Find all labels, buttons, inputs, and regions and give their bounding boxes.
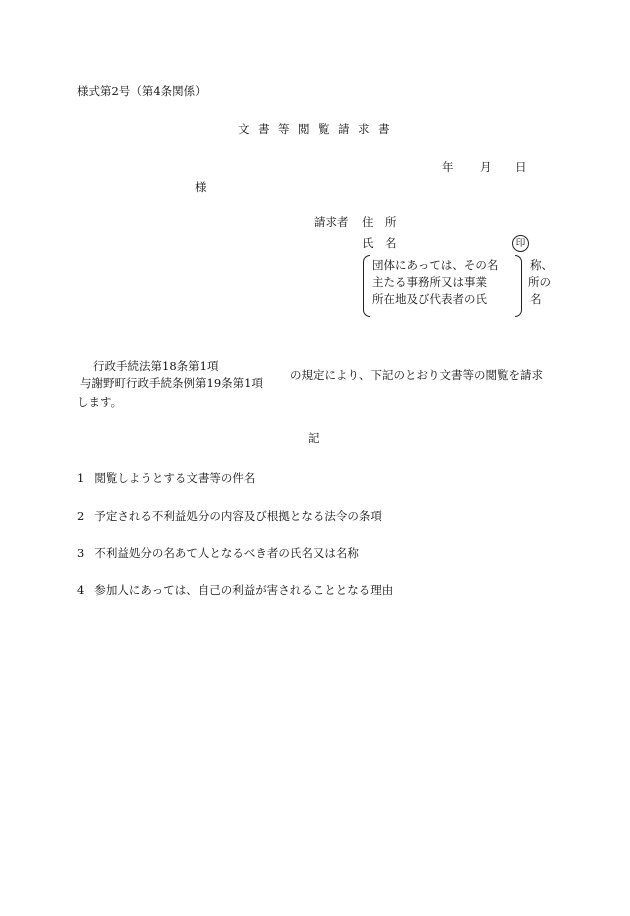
date-day-label: 日 — [515, 160, 527, 174]
list-item — [77, 473, 255, 485]
date-month-label: 月 — [480, 160, 492, 174]
org-note-right-3: 名 — [530, 292, 542, 306]
item-number: 3 — [77, 546, 85, 560]
list-item — [77, 511, 382, 523]
addressee-suffix: 様 — [195, 180, 207, 194]
form-number: 様式第2号（第4条関係） — [77, 84, 207, 98]
request-text-continued: します。 — [77, 395, 123, 409]
item-text: 参加人にあっては、自己の利益が害されることとなる理由 — [94, 583, 394, 597]
item-number: 1 — [77, 471, 85, 485]
org-note-right-1: 称、 — [530, 258, 553, 272]
org-note-line-3: 所在地及び代表者の氏 — [372, 292, 487, 306]
org-note-right-2: 所の — [528, 275, 551, 289]
list-item — [77, 585, 393, 597]
item-text: 不利益処分の名あて人となるべき者の氏名又は名称 — [94, 546, 359, 560]
document-title: 文書等閲覧請求書 — [238, 122, 398, 136]
item-text: 予定される不利益処分の内容及び根拠となる法令の条項 — [94, 509, 382, 523]
requester-label: 請求者 — [314, 215, 349, 229]
name-label: 氏 名 — [362, 236, 397, 250]
list-item — [77, 548, 359, 560]
item-text: 閲覧しようとする文書等の件名 — [94, 471, 256, 485]
bracket-left — [363, 255, 370, 317]
bracket-right — [515, 255, 522, 317]
date-year-label: 年 — [442, 160, 454, 174]
item-number: 2 — [77, 509, 85, 523]
seal-mark: 印 — [512, 235, 529, 252]
law-option-1: 行政手続法第18条第1項 — [93, 359, 219, 373]
item-number: 4 — [77, 583, 85, 597]
request-text: の規定により、下記のとおり文書等の閲覧を請求 — [290, 368, 543, 382]
org-note-line-1: 団体にあっては、その名 — [372, 258, 499, 272]
org-note-line-2: 主たる事務所又は事業 — [372, 275, 487, 289]
address-label: 住 所 — [362, 215, 397, 229]
record-heading: 記 — [308, 431, 320, 445]
law-option-2: 与謝野町行政手続条例第19条第1項 — [80, 376, 263, 390]
